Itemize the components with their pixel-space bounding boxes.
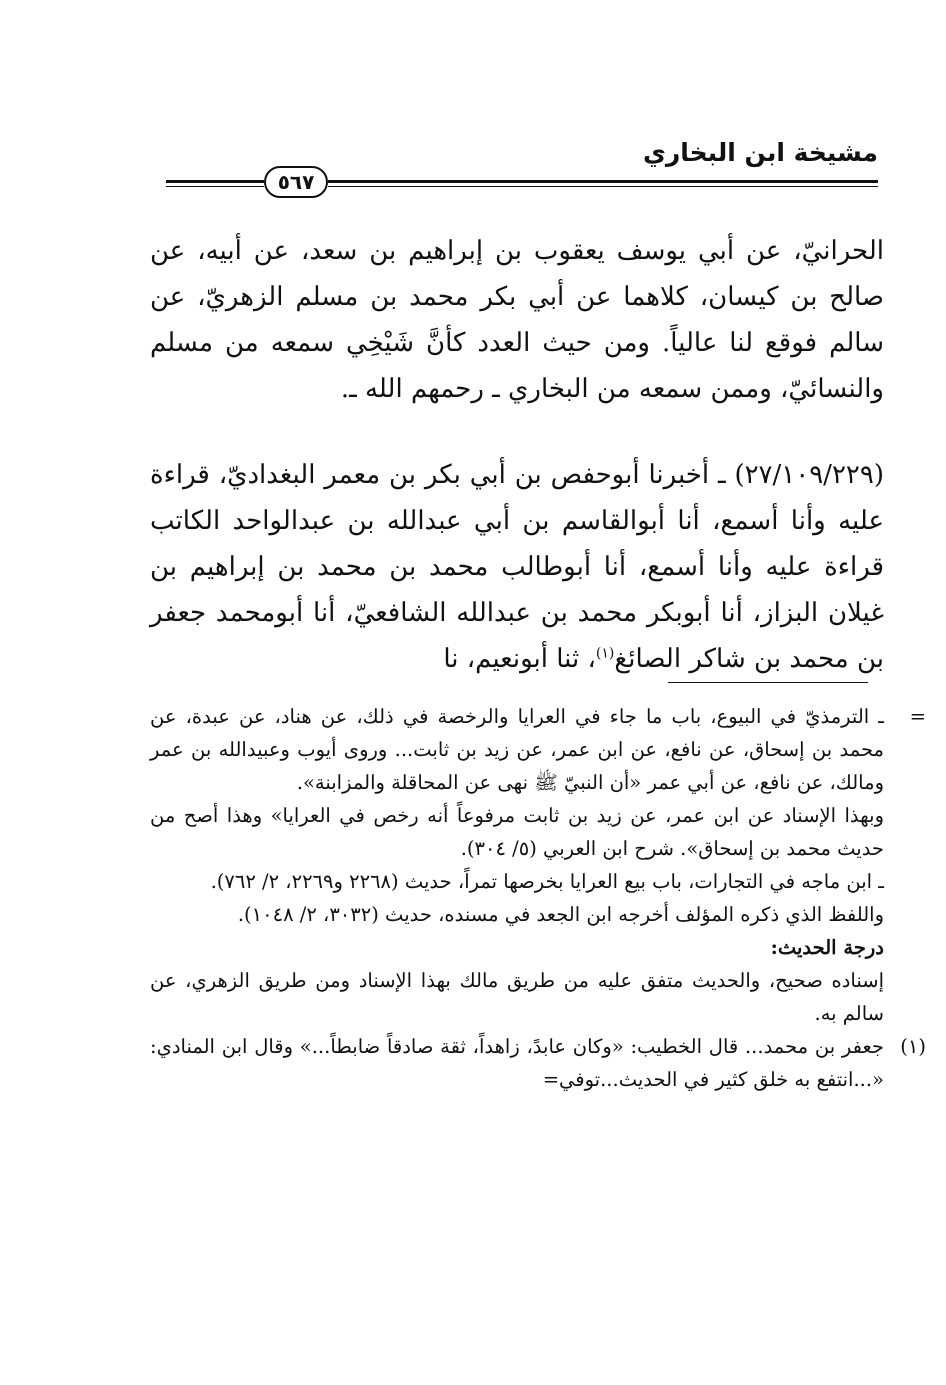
- main-paragraph-2: [150, 452, 884, 682]
- footnote-1-text: جعفر بن محمد... قال الخطيب: «وكان عابدً، زاهداً، ثقة صادقاً ضابطاً...» وقال ابن المنادي: «...انتفع به خلق كثير في الحديث...توفي=: [150, 1035, 884, 1091]
- hadith-text-end: ، ثنا أبونعيم، نا: [443, 644, 596, 674]
- footnote-line: وبهذا الإسناد عن ابن عمر، عن زيد بن ثابت مرفوعاً أنه رخص في العرايا» وهذا أصح من حديث محمد بن إسحاق». شرح ابن العربي (٥/ ٣٠٤).: [150, 804, 884, 860]
- continuation-marker: =: [909, 705, 926, 728]
- paragraph-text: الحرانيّ، عن أبي يوسف يعقوب بن إبراهيم بن سعد، عن أبيه، عن صالح بن كيسان، كلاهما عن أبي بكر محمد بن مسلم الزهريّ، عن سالم فوقع لنا عالياً. ومن حيث العدد كأنَّ شَيْخِي سمعه من مسلم والنسائيّ، وممن سمعه من البخاري ـ رحمهم الله ـ.: [150, 236, 884, 404]
- footnote-line: [150, 700, 926, 799]
- footnote-reference: (١): [595, 645, 615, 662]
- footnote-line: ـ ابن ماجه في التجارات، باب بيع العرايا بخرصها تمراً، حديث (٢٢٦٨ و٢٢٦٩، ٢/ ٧٦٢).: [210, 870, 884, 893]
- hadith-paragraph: [150, 452, 884, 682]
- grade-text: إسناده صحيح، والحديث متفق عليه من طريق مالك بهذا الإسناد ومن طريق الزهري، عن سالم به.: [150, 969, 884, 1025]
- header-rule-thin-right: [328, 186, 878, 187]
- footnote-1: [150, 1030, 926, 1096]
- main-paragraph-1: [150, 228, 884, 412]
- header-rule-thick-right: [328, 180, 878, 183]
- footnotes-section: [150, 700, 926, 1096]
- running-header-title: مشيخة ابن البخاري: [642, 138, 878, 167]
- footnote-text: ـ الترمذيّ في البيوع، باب ما جاء في العرايا والرخصة في ذلك، عن هناد، عن عبدة، عن محمد بن إسحاق، عن نافع، عن ابن عمر، عن زيد بن ثابت... وروى أيوب وعبيدالله بن عمر ومالك، عن نافع، عن أبي عمر «أن النبيّ ﷺ نهى عن المحاقلة والمزابنة».: [150, 705, 884, 794]
- hadith-text-start: (٢٧/١٠٩/٢٢٩) ـ أخبرنا أبوحفص بن أبي بكر بن معمر البغداديّ، قراءة عليه وأنا أسمع، أنا أبوالقاسم بن أبي عبدالله بن عبدالواحد الكاتب قراءة عليه وأنا أسمع، أنا أبوطالب محمد بن محمد بن إبراهيم بن غيلان البزاز، أنا أبوبكر محمد بن عبدالله الشافعيّ، أنا أبومحمد جعفر بن محمد بن شاكر الصائغ: [150, 460, 884, 674]
- header-rule-thick-left: [166, 180, 264, 183]
- footnote-number: (١): [900, 1035, 926, 1058]
- header-rule-thin-left: [166, 186, 264, 187]
- page-number-badge: ٥٦٧: [264, 166, 328, 198]
- footnote-separator: [668, 682, 868, 683]
- footnote-line: واللفظ الذي ذكره المؤلف أخرجه ابن الجعد في مسنده، حديث (٣٠٣٢، ٢/ ١٠٤٨).: [237, 903, 884, 926]
- grade-heading: درجة الحديث:: [770, 936, 884, 959]
